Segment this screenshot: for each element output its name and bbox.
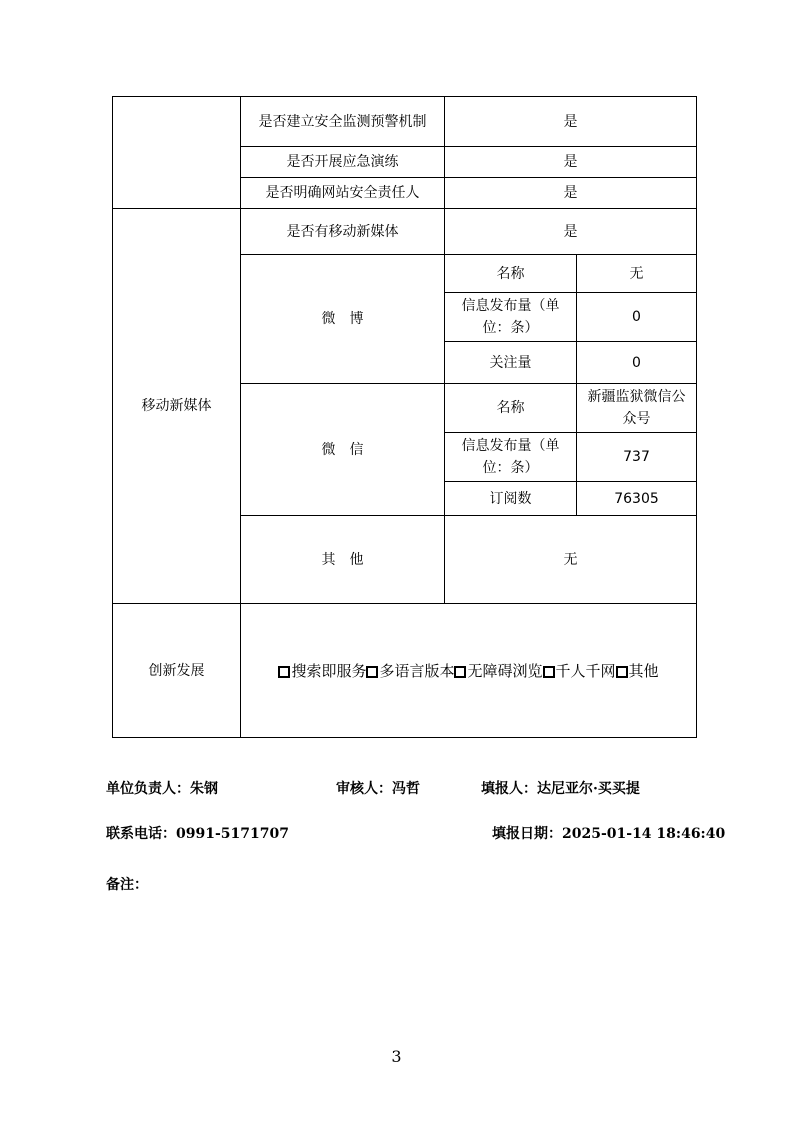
option-multilingual: 多语言版本 bbox=[366, 662, 454, 680]
weibo-label: 微 博 bbox=[241, 255, 445, 384]
security-officer-label: 是否明确网站安全责任人 bbox=[241, 178, 445, 209]
innovation-options bbox=[241, 604, 697, 738]
emergency-drill-value: 是 bbox=[445, 147, 697, 178]
security-monitoring-label: 是否建立安全监测预警机制 bbox=[241, 97, 445, 147]
notes-label: 备注： bbox=[106, 877, 148, 893]
weibo-posts-label: 信息发布量（单位：条） bbox=[445, 293, 577, 342]
filler: 填报人：达尼亚尔·买买提 bbox=[481, 781, 640, 797]
weibo-posts-value: 0 bbox=[577, 293, 697, 342]
wechat-name-label: 名称 bbox=[445, 384, 577, 433]
wechat-label: 微 信 bbox=[241, 384, 445, 516]
fill-date: 填报日期：2025-01-14 18:46:40 bbox=[492, 826, 726, 842]
wechat-posts-value: 737 bbox=[577, 433, 697, 482]
wechat-name-value: 新疆监狱微信公众号 bbox=[577, 384, 697, 433]
has-media-label: 是否有移动新媒体 bbox=[241, 209, 445, 255]
report-table bbox=[112, 96, 697, 738]
option-personalized: 千人千网 bbox=[543, 662, 616, 680]
has-media-value: 是 bbox=[445, 209, 697, 255]
weibo-followers-label: 关注量 bbox=[445, 342, 577, 384]
option-accessibility: 无障碍浏览 bbox=[454, 662, 542, 680]
other-label: 其 他 bbox=[241, 516, 445, 604]
checkbox-icon bbox=[454, 666, 466, 678]
other-value: 无 bbox=[445, 516, 697, 604]
page-number: 3 bbox=[391, 1047, 402, 1066]
contact-phone: 联系电话：0991-5171707 bbox=[106, 826, 289, 842]
security-monitoring-value: 是 bbox=[445, 97, 697, 147]
weibo-name-label: 名称 bbox=[445, 255, 577, 293]
section-media-label: 移动新媒体 bbox=[113, 209, 241, 604]
wechat-subscribers-value: 76305 bbox=[577, 482, 697, 516]
security-officer-value: 是 bbox=[445, 178, 697, 209]
unit-head: 单位负责人：朱钢 bbox=[106, 781, 218, 797]
checkbox-icon bbox=[278, 666, 290, 678]
checkbox-icon bbox=[543, 666, 555, 678]
emergency-drill-label: 是否开展应急演练 bbox=[241, 147, 445, 178]
weibo-name-value: 无 bbox=[577, 255, 697, 293]
checkbox-icon bbox=[366, 666, 378, 678]
option-other: 其他 bbox=[616, 662, 659, 680]
checkbox-icon bbox=[616, 666, 628, 678]
weibo-followers-value: 0 bbox=[577, 342, 697, 384]
option-search: 搜索即服务 bbox=[278, 662, 366, 680]
continued-section-cell bbox=[113, 97, 241, 209]
wechat-posts-label: 信息发布量（单位：条） bbox=[445, 433, 577, 482]
innovation-label: 创新发展 bbox=[113, 604, 241, 738]
reviewer: 审核人：冯哲 bbox=[336, 781, 420, 797]
wechat-subscribers-label: 订阅数 bbox=[445, 482, 577, 516]
